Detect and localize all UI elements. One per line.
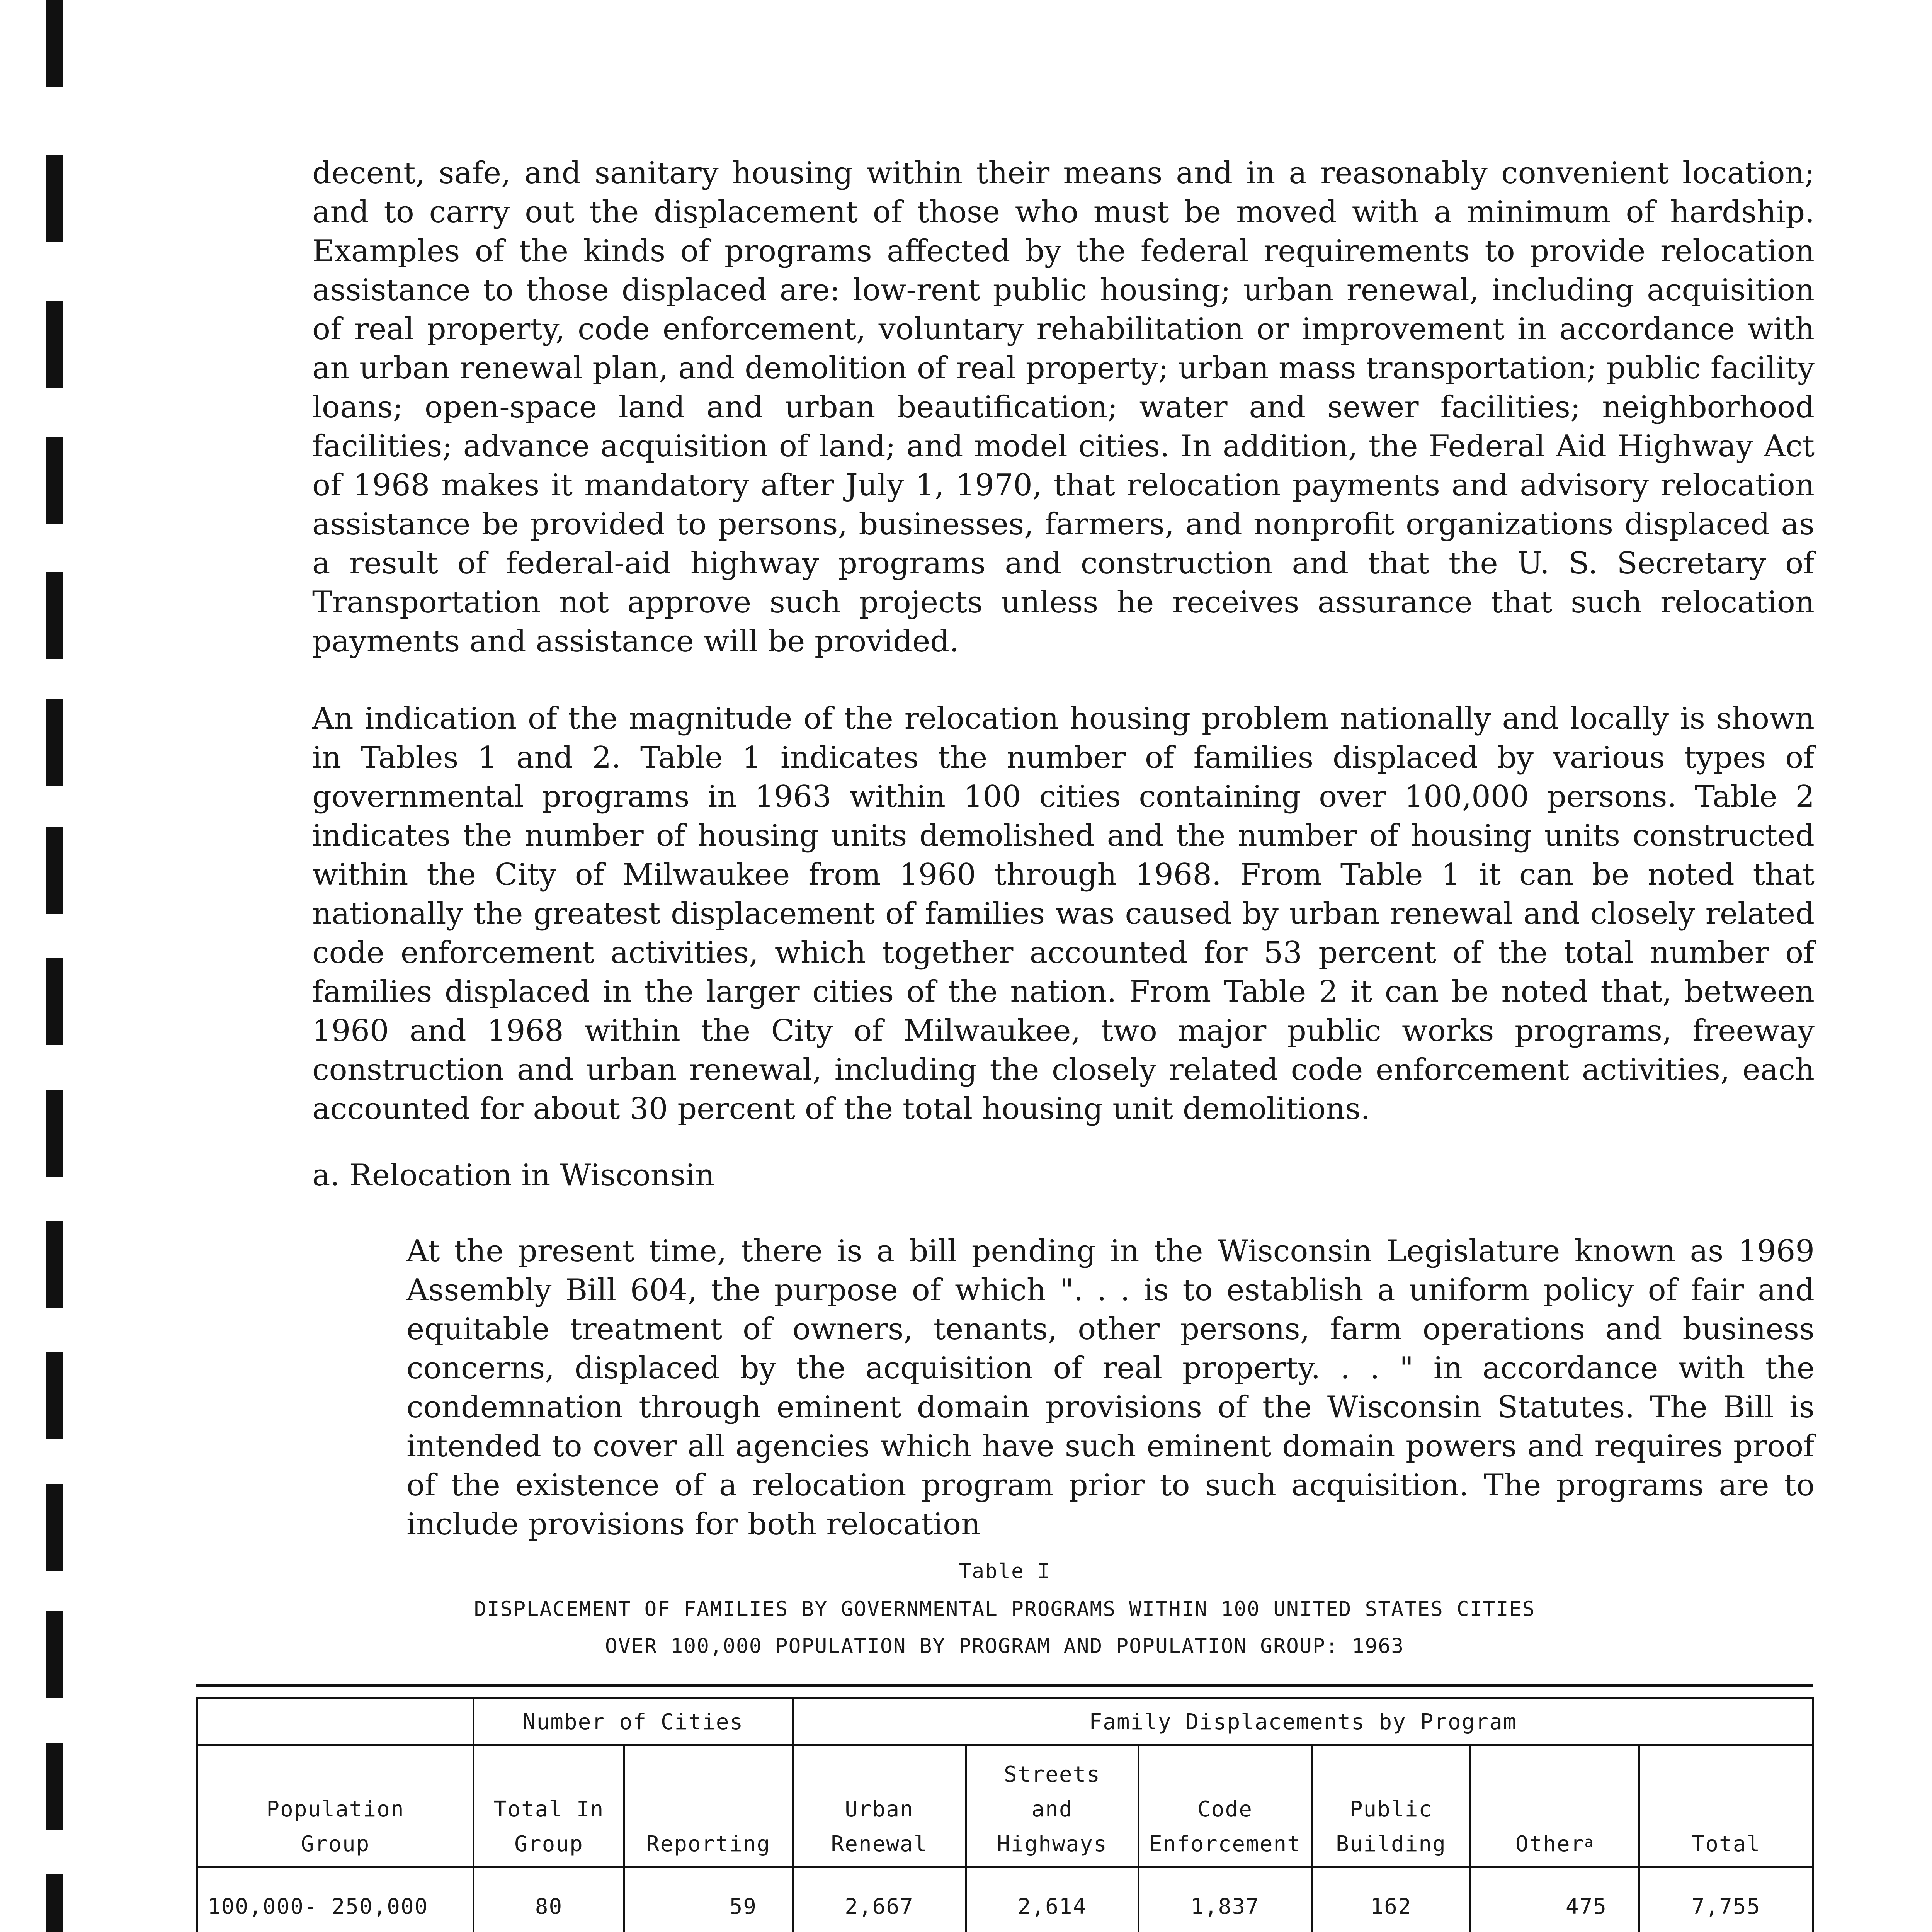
cell-reporting [624, 1928, 793, 1932]
header-text: Reporting [646, 1831, 771, 1857]
cell-public-building: 162 [1312, 1885, 1471, 1928]
binding-mark [46, 1484, 63, 1571]
body-paragraph [406, 1232, 1815, 1544]
cell-other: 475 [1471, 1885, 1639, 1928]
header-streets-highways [966, 1745, 1139, 1867]
header-text: Other [1515, 1831, 1585, 1857]
cell-code-enforcement: 1,837 [1139, 1885, 1312, 1928]
binding-mark [46, 1743, 63, 1830]
cell-reporting: 59 [624, 1885, 793, 1928]
header-text: Group [514, 1831, 583, 1857]
header-text: Urban [845, 1796, 914, 1822]
table-top-rule [196, 1684, 1813, 1687]
cell-total: 7,755 [1639, 1885, 1813, 1928]
header-text: Streets [1003, 1762, 1100, 1787]
body-paragraph [312, 699, 1815, 1129]
header-other [1471, 1745, 1639, 1867]
header-text: Highways [997, 1831, 1107, 1857]
header-text: Public [1349, 1796, 1433, 1822]
binding-mark [46, 958, 63, 1045]
header-blank [197, 1699, 474, 1745]
cell-code-enforcement [1139, 1928, 1312, 1932]
header-text: Building [1336, 1831, 1446, 1857]
cell-total [1639, 1928, 1813, 1932]
binding-mark [46, 827, 63, 914]
cell-public-building [1312, 1928, 1471, 1932]
table-title: DISPLACEMENT OF FAMILIES BY GOVERNMENTAL PROGRAMS WITHIN 100 UNITED STATES CITIES [474, 1597, 1536, 1621]
table-title: OVER 100,000 POPULATION BY PROGRAM AND POPULATION GROUP: 1963 [605, 1634, 1405, 1658]
binding-marks [46, 0, 70, 1932]
binding-mark [46, 155, 63, 242]
header-text: and [1031, 1796, 1073, 1822]
header-total [1639, 1745, 1813, 1867]
header-public-building [1312, 1745, 1471, 1867]
binding-mark [46, 1221, 63, 1308]
header-reporting [624, 1745, 793, 1867]
header-text: Renewal [831, 1831, 928, 1857]
paragraph-text: At the present time, there is a bill pending in the Wisconsin Legislature known as 1969 Assembly Bill 604, the purpose of which ". . . is to establish a uniform policy of fair and equitable treatment of owners, tenants, other persons, farm operations and business concerns, displaced by the acquisition of real property. . . " in accordance with the condemnation through eminent domain provisions of the Wisconsin Statutes. The Bill is intended to cover all agencies which have such eminent domain powers and requires proof of the existence of a relocation program prior to such acquisition. The programs are to include provisions for both relocation [406, 1234, 1815, 1542]
binding-mark [46, 1874, 63, 1932]
header-total-in-group [474, 1745, 624, 1867]
binding-mark [46, 1090, 63, 1177]
cell-streets-highways: 2,614 [966, 1885, 1139, 1928]
table-label: Table I [959, 1560, 1051, 1583]
displacement-table [196, 1697, 1814, 1932]
binding-mark [46, 301, 63, 388]
header-code-enforcement [1139, 1745, 1312, 1867]
header-text: Population [266, 1796, 405, 1822]
cell-urban-renewal: 2,667 [793, 1885, 966, 1928]
section-heading [312, 1156, 1815, 1195]
cell-total-in-group [474, 1928, 624, 1932]
binding-mark [46, 1352, 63, 1439]
header-number-of-cities: Number of Cities [474, 1699, 793, 1745]
binding-mark [46, 572, 63, 659]
binding-mark [46, 0, 63, 87]
binding-mark [46, 437, 63, 524]
header-family-displacements: Family Displacements by Program [793, 1699, 1813, 1745]
table-row [197, 1928, 1813, 1932]
body-paragraph [312, 154, 1815, 661]
footnote-marker: a [1584, 1833, 1594, 1850]
header-text: Group [301, 1831, 370, 1857]
header-text: Total In [493, 1796, 604, 1822]
cell-total-in-group: 80 [474, 1885, 624, 1928]
binding-mark [46, 699, 63, 786]
header-text: Enforcement [1149, 1831, 1301, 1857]
cell-urban-renewal [793, 1928, 966, 1932]
section-heading-text: a. Relocation in Wisconsin [312, 1158, 715, 1193]
header-text: Total [1691, 1831, 1761, 1857]
cell-population-group: 100,000- 250,000 [197, 1885, 474, 1928]
binding-mark [46, 1611, 63, 1698]
cell-other [1471, 1928, 1639, 1932]
header-urban-renewal [793, 1745, 966, 1867]
header-text: Code [1197, 1796, 1253, 1822]
cell-population-group [197, 1928, 474, 1932]
header-population-group [197, 1745, 474, 1867]
cell-streets-highways [966, 1928, 1139, 1932]
table-row [197, 1885, 1813, 1928]
paragraph-text: An indication of the magnitude of the relocation housing problem nationally and locally is shown in Tables 1 and 2. Table 1 indicates the number of families displaced by various types of governmental programs in 1963 within 100 cities containing over 100,000 persons. Table 2 indicates the number of housing units demolished and the number of housing units constructed within the City of Milwaukee from 1960 through 1968. From Table 1 it can be noted that nationally the greatest displacement of families was caused by urban renewal and closely related code enforcement activities, which together accounted for 53 percent of the total number of families displaced in the larger cities of the nation. From Table 2 it can be noted that, between 1960 and 1968 within the City of Milwaukee, two major public works programs, freeway construction and urban renewal, including the closely related code enforcement activities, each accounted for about 30 percent of the total housing unit demolitions. [312, 701, 1815, 1126]
paragraph-text: decent, safe, and sanitary housing within their means and in a reasonably convenient location; and to carry out the displacement of those who must be moved with a minimum of hardship. Examples of the kinds of programs affected by the federal requirements to provide relocation assistance to those displaced are: low-rent public housing; urban renewal, including acquisition of real property, code enforcement, voluntary rehabilitation or improvement in accordance with an urban renewal plan, and demolition of real property; urban mass transportation; public facility loans; open-space land and urban beautification; water and sewer facilities; neighborhood facilities; advance acquisition of land; and model cities. In addition, the Federal Aid Highway Act of 1968 makes it mandatory after July 1, 1970, that relocation payments and advisory relocation assistance be provided to persons, businesses, farmers, and nonprofit organizations displaced as a result of federal-aid highway programs and construction and that the U. S. Secretary of Transportation not approve such projects unless he receives assurance that such relocation payments and assistance will be provided. [312, 156, 1815, 659]
